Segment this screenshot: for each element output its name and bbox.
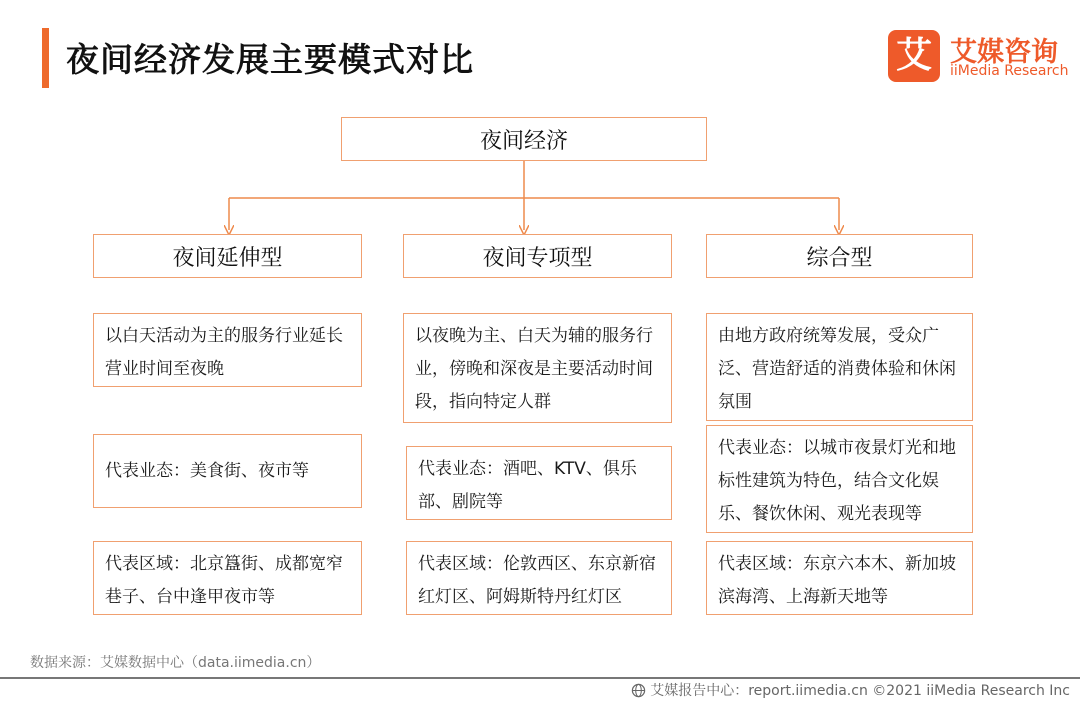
formats-box-comprehensive: 代表业态：以城市夜景灯光和地标性建筑为特色，结合文化娱乐、餐饮休闲、观光表现等 — [706, 425, 973, 533]
logo-mark-icon: 艾 — [888, 30, 940, 82]
page-title: 夜间经济发展主要模式对比 — [66, 40, 474, 79]
data-source: 数据来源：艾媒数据中心（data.iimedia.cn） — [30, 655, 321, 671]
globe-icon — [631, 683, 646, 698]
type-box-comprehensive: 综合型 — [706, 234, 973, 278]
type-box-special: 夜间专项型 — [403, 234, 672, 278]
type-box-extension: 夜间延伸型 — [93, 234, 362, 278]
regions-box-comprehensive: 代表区域：东京六本木、新加坡滨海湾、上海新天地等 — [706, 541, 973, 615]
root-node: 夜间经济 — [341, 117, 707, 161]
formats-box-special: 代表业态：酒吧、KTV、俱乐部、剧院等 — [406, 446, 672, 520]
logo-english-name: iiMedia Research — [950, 63, 1069, 79]
footer-report-text: 艾媒报告中心：report.iimedia.cn ©2021 iiMedia Research Inc — [650, 683, 1070, 699]
description-box-comprehensive: 由地方政府统筹发展，受众广泛、营造舒适的消费体验和休闲氛围 — [706, 313, 973, 421]
footer-copyright — [631, 680, 1070, 700]
description-box-special: 以夜晚为主、白天为辅的服务行业，傍晚和深夜是主要活动时间段，指向特定人群 — [403, 313, 672, 423]
formats-box-extension: 代表业态：美食街、夜市等 — [93, 434, 362, 508]
description-box-extension: 以白天活动为主的服务行业延长营业时间至夜晚 — [93, 313, 362, 387]
footer-divider — [0, 677, 1080, 679]
regions-box-extension: 代表区域：北京簋街、成都宽窄巷子、台中逢甲夜市等 — [93, 541, 362, 615]
regions-box-special: 代表区域：伦敦西区、东京新宿红灯区、阿姆斯特丹红灯区 — [406, 541, 672, 615]
logo-chinese-name: 艾媒咨询 — [950, 37, 1058, 68]
